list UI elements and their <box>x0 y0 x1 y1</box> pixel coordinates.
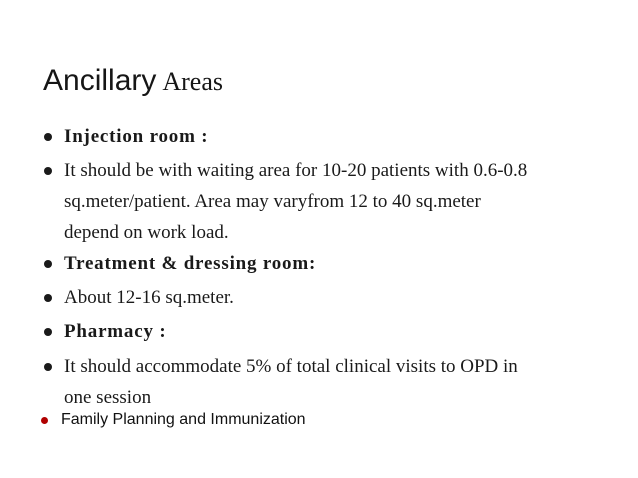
bullet-dot-icon <box>41 417 48 424</box>
title-part-2: Areas <box>162 67 224 96</box>
bullet-text: About 12-16 sq.meter. <box>64 287 234 308</box>
bullet-text <box>64 351 518 413</box>
bullet-text: Treatment & dressing room: <box>64 253 317 274</box>
bullet-dot-icon <box>44 133 52 141</box>
bullet-line: one session <box>64 387 152 408</box>
bullet-dot-icon <box>44 363 52 371</box>
bullet-dot-icon <box>44 294 52 302</box>
bullet-dot-icon <box>44 328 52 336</box>
title-part-1: Ancillary <box>43 64 157 97</box>
bullet-text <box>64 155 527 248</box>
bullet-text: Injection room : <box>64 126 209 147</box>
bullet-line: depend on work load. <box>64 222 229 243</box>
bullet-dot-icon <box>44 167 52 175</box>
bullet-line: sq.meter/patient. Area may varyfrom 12 to 40 sq.meter <box>64 191 481 212</box>
bullet-dot-icon <box>44 260 52 268</box>
bullet-line: It should be with waiting area for 10-20 patients with 0.6-0.8 <box>64 160 528 181</box>
bullet-text: Pharmacy : <box>64 321 167 342</box>
bullet-text: Family Planning and Immunization <box>61 411 306 428</box>
slide-title <box>43 66 223 96</box>
bullet-line: It should accommodate 5% of total clinical visits to OPD in <box>64 356 518 377</box>
